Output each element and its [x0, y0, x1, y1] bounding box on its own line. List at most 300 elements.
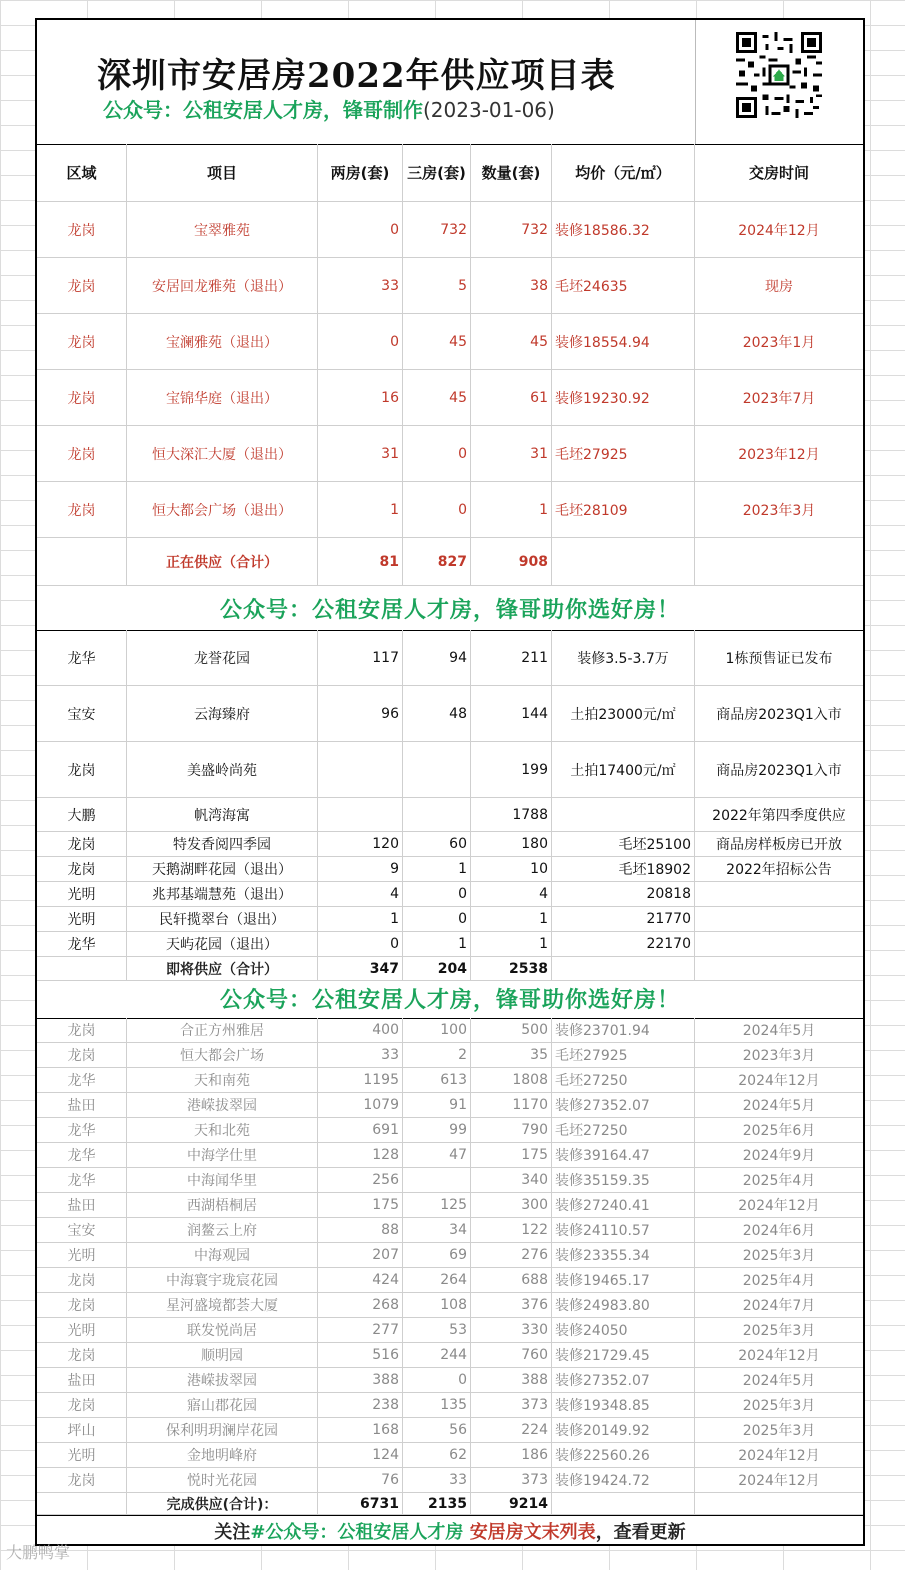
cell-three-room: 135 — [403, 1393, 471, 1417]
cell-region: 光明 — [37, 1443, 127, 1467]
cell-two-room: 0 — [318, 202, 403, 257]
table-row — [37, 1343, 863, 1368]
cell-region: 龙岗 — [37, 1343, 127, 1367]
cell-price: 装修19465.17 — [552, 1268, 695, 1292]
cell-project: 美盛岭尚苑 — [127, 742, 318, 797]
cell-delivery — [695, 1493, 863, 1514]
cell-three-room: 827 — [403, 538, 471, 585]
cell-count: 4 — [471, 882, 552, 906]
cell-delivery: 2023年3月 — [742, 1048, 816, 1064]
cell-count: 180 — [471, 832, 552, 856]
cell-two-room: 1079 — [318, 1093, 403, 1117]
cell-project: 恒大都会广场（退出） — [127, 482, 318, 537]
table-row — [37, 1168, 863, 1193]
cell-project: 西湖梧桐居 — [127, 1193, 318, 1217]
cell-project: 宝翠雅苑 — [127, 202, 318, 257]
cell-count: 61 — [471, 370, 552, 425]
cell-project: 即将供应（合计） — [127, 957, 318, 980]
cell-region: 龙岗 — [37, 742, 127, 797]
cell-delivery: 2025年3月 — [742, 1248, 816, 1264]
table-row — [37, 370, 863, 426]
cell-two-room: 16 — [318, 370, 403, 425]
cell-price: 装修39164.47 — [552, 1143, 695, 1167]
cell-count: 373 — [471, 1393, 552, 1417]
cell-count: 500 — [471, 1018, 552, 1042]
total-row — [37, 1493, 863, 1515]
cell-price: 装修22560.26 — [552, 1443, 695, 1467]
cell-project: 中海观园 — [127, 1243, 318, 1267]
cell-count: 790 — [471, 1118, 552, 1142]
table-row — [37, 1093, 863, 1118]
cell-project: 宝澜雅苑（退出） — [127, 314, 318, 369]
cell-delivery: 2025年3月 — [742, 1323, 816, 1339]
cell-count: 186 — [471, 1443, 552, 1467]
total-row — [37, 957, 863, 981]
cell-two-room: 424 — [318, 1268, 403, 1292]
subtitle-text: 公众号：公租安居人才房，锋哥制作 — [103, 98, 423, 122]
cell-two-room: 31 — [318, 426, 403, 481]
table-row — [37, 1143, 863, 1168]
cell-delivery: 2023年3月 — [742, 502, 816, 519]
cell-count: 340 — [471, 1168, 552, 1192]
cell-three-room: 1 — [403, 932, 471, 956]
cell-two-room: 33 — [318, 1043, 403, 1067]
cell-region — [37, 1493, 127, 1514]
cell-count: 38 — [471, 258, 552, 313]
cell-price: 装修27240.41 — [552, 1193, 695, 1217]
cell-region: 龙岗 — [37, 426, 127, 481]
footer-note — [37, 1516, 863, 1546]
cell-three-room: 2135 — [403, 1493, 471, 1514]
cell-price: 土拍17400元/㎡ — [552, 742, 695, 797]
cell-three-room: 48 — [403, 686, 471, 741]
table-row — [37, 907, 863, 932]
table-row — [37, 1268, 863, 1293]
cell-region: 龙岗 — [37, 1018, 127, 1042]
cell-region: 大鹏 — [37, 798, 127, 831]
cell-two-room: 277 — [318, 1318, 403, 1342]
cell-project: 恒大都会广场 — [127, 1043, 318, 1067]
cell-count: 732 — [471, 202, 552, 257]
table-row — [37, 1468, 863, 1493]
footer-part3: 安居房文末列表 — [469, 1522, 596, 1543]
cell-region: 龙岗 — [37, 482, 127, 537]
cell-price: 装修24110.57 — [552, 1218, 695, 1242]
table-row — [37, 630, 863, 686]
cell-region — [37, 957, 127, 980]
cell-delivery: 2024年12月 — [738, 222, 820, 239]
table-row — [37, 832, 863, 857]
cell-count: 31 — [471, 426, 552, 481]
cell-price: 装修21729.45 — [552, 1343, 695, 1367]
table-row — [37, 1043, 863, 1068]
cell-three-room: 0 — [403, 1368, 471, 1392]
cell-delivery: 2022年第四季度供应 — [712, 807, 846, 824]
cell-price: 土拍23000元/㎡ — [552, 686, 695, 741]
cell-three-room: 34 — [403, 1218, 471, 1242]
table-row — [37, 426, 863, 482]
cell-two-room: 168 — [318, 1418, 403, 1442]
cell-count: 45 — [471, 314, 552, 369]
table-row — [37, 1243, 863, 1268]
table-row — [37, 258, 863, 314]
cell-price: 装修23701.94 — [552, 1018, 695, 1042]
cell-region: 龙华 — [37, 1168, 127, 1192]
cell-count: 211 — [471, 630, 552, 685]
cell-delivery: 2024年12月 — [738, 1198, 820, 1214]
cell-count: 1788 — [471, 798, 552, 831]
cell-two-room: 347 — [318, 957, 403, 980]
cell-count: 144 — [471, 686, 552, 741]
cell-count: 760 — [471, 1343, 552, 1367]
cell-count: 376 — [471, 1293, 552, 1317]
cell-three-room: 100 — [403, 1018, 471, 1042]
table-row — [37, 1193, 863, 1218]
cell-delivery: 2023年12月 — [738, 446, 820, 463]
cell-price: 装修19348.85 — [552, 1393, 695, 1417]
cell-two-room: 207 — [318, 1243, 403, 1267]
cell-two-room: 120 — [318, 832, 403, 856]
cell-three-room: 53 — [403, 1318, 471, 1342]
table-row — [37, 1393, 863, 1418]
cell-delivery: 2025年3月 — [742, 1398, 816, 1414]
cell-three-room: 0 — [403, 882, 471, 906]
cell-project: 正在供应（合计） — [127, 538, 318, 585]
cell-two-room: 516 — [318, 1343, 403, 1367]
cell-price: 20818 — [552, 882, 695, 906]
cell-two-room: 256 — [318, 1168, 403, 1192]
cell-count: 1 — [471, 932, 552, 956]
cell-three-room: 56 — [403, 1418, 471, 1442]
cell-region: 光明 — [37, 907, 127, 931]
cell-count: 122 — [471, 1218, 552, 1242]
cell-price: 毛坯27925 — [552, 426, 695, 481]
cell-delivery: 现房 — [765, 278, 793, 295]
cell-three-room: 0 — [403, 907, 471, 931]
cell-region: 龙岗 — [37, 1043, 127, 1067]
cell-three-room — [403, 1168, 471, 1192]
cell-delivery — [695, 538, 863, 585]
cell-price: 装修23355.34 — [552, 1243, 695, 1267]
cell-price: 装修35159.35 — [552, 1168, 695, 1192]
cell-region: 盐田 — [37, 1193, 127, 1217]
subtitle-date: (2023-01-06) — [423, 98, 555, 122]
cell-project: 宝锦华庭（退出） — [127, 370, 318, 425]
table-header-area — [37, 20, 863, 145]
cell-delivery: 商品房2023Q1入市 — [716, 706, 842, 723]
subtitle — [103, 94, 555, 123]
cell-region: 龙岗 — [37, 314, 127, 369]
cell-delivery — [695, 907, 863, 931]
cell-delivery: 2024年5月 — [742, 1098, 816, 1114]
cell-two-room: 1195 — [318, 1068, 403, 1092]
cell-count: 276 — [471, 1243, 552, 1267]
cell-price: 21770 — [552, 907, 695, 931]
cell-project: 兆邦基端慧苑（退出） — [127, 882, 318, 906]
table-row — [37, 857, 863, 882]
cell-three-room: 45 — [403, 314, 471, 369]
cell-delivery: 商品房样板房已开放 — [716, 837, 842, 853]
footer-part2: #公众号：公租安居人才房 — [250, 1522, 464, 1543]
col-header-region: 区域 — [37, 144, 127, 201]
cell-two-room: 1 — [318, 482, 403, 537]
cell-three-room: 264 — [403, 1268, 471, 1292]
cell-three-room: 613 — [403, 1068, 471, 1092]
cell-project: 民轩揽翠台（退出） — [127, 907, 318, 931]
cell-three-room: 1 — [403, 857, 471, 881]
cell-count: 300 — [471, 1193, 552, 1217]
cell-count: 199 — [471, 742, 552, 797]
cell-project: 安居回龙雅苑（退出） — [127, 258, 318, 313]
cell-price: 22170 — [552, 932, 695, 956]
table-row — [37, 686, 863, 742]
cell-price: 毛坯28109 — [552, 482, 695, 537]
cell-three-room: 47 — [403, 1143, 471, 1167]
watermark: 大鹏鸭掌 — [6, 1543, 71, 1562]
cell-two-room: 0 — [318, 314, 403, 369]
cell-two-room: 0 — [318, 932, 403, 956]
table-row — [37, 202, 863, 258]
cell-three-room — [403, 798, 471, 831]
cell-two-room: 81 — [318, 538, 403, 585]
cell-project: 帆湾海寓 — [127, 798, 318, 831]
cell-delivery — [695, 882, 863, 906]
cell-region: 龙岗 — [37, 832, 127, 856]
cell-count: 224 — [471, 1418, 552, 1442]
col-header-count: 数量(套) — [471, 144, 552, 201]
table-row — [37, 1418, 863, 1443]
cell-project: 保利明玥澜岸花园 — [127, 1418, 318, 1442]
table-row — [37, 1368, 863, 1393]
cell-project: 联发悦尚居 — [127, 1318, 318, 1342]
cell-three-room: 60 — [403, 832, 471, 856]
cell-three-room: 94 — [403, 630, 471, 685]
cell-two-room: 268 — [318, 1293, 403, 1317]
footer-part1: 关注 — [214, 1522, 251, 1543]
cell-region: 龙华 — [37, 1143, 127, 1167]
cell-project: 恒大深汇大厦（退出） — [127, 426, 318, 481]
cell-three-room: 108 — [403, 1293, 471, 1317]
table-row — [37, 798, 863, 832]
cell-count: 2538 — [471, 957, 552, 980]
cell-price: 装修24050 — [552, 1318, 695, 1342]
page-title: 深圳市安居房2022年供应项目表 — [97, 56, 616, 96]
cell-region: 龙岗 — [37, 1393, 127, 1417]
cell-project: 顺明园 — [127, 1343, 318, 1367]
banner-2: 公众号：公租安居人才房，锋哥助你选好房！ — [219, 986, 680, 1013]
cell-price: 装修27352.07 — [552, 1368, 695, 1392]
cell-project: 特发香阅四季园 — [127, 832, 318, 856]
cell-project: 中海寰宇珑宸花园 — [127, 1268, 318, 1292]
cell-region: 龙岗 — [37, 202, 127, 257]
cell-project: 合正方州雅居 — [127, 1018, 318, 1042]
cell-region: 龙岗 — [37, 1268, 127, 1292]
cell-two-room: 6731 — [318, 1493, 403, 1514]
cell-three-room — [403, 742, 471, 797]
cell-two-room — [318, 798, 403, 831]
cell-delivery: 2024年12月 — [738, 1348, 820, 1364]
cell-project: 润鳌云上府 — [127, 1218, 318, 1242]
cell-three-room: 732 — [403, 202, 471, 257]
cell-two-room: 128 — [318, 1143, 403, 1167]
cell-price: 装修20149.92 — [552, 1418, 695, 1442]
cell-delivery: 2025年6月 — [742, 1123, 816, 1139]
cell-two-room: 238 — [318, 1393, 403, 1417]
cell-price: 装修19424.72 — [552, 1468, 695, 1492]
cell-three-room: 33 — [403, 1468, 471, 1492]
cell-project: 港嵘拔翠园 — [127, 1093, 318, 1117]
cell-two-room — [318, 742, 403, 797]
cell-three-room: 204 — [403, 957, 471, 980]
cell-count: 9214 — [471, 1493, 552, 1514]
cell-delivery — [695, 932, 863, 956]
cell-two-room: 9 — [318, 857, 403, 881]
cell-delivery — [695, 957, 863, 980]
cell-delivery: 2023年7月 — [742, 390, 816, 407]
table-row — [37, 1018, 863, 1043]
cell-region: 宝安 — [37, 1218, 127, 1242]
cell-count: 10 — [471, 857, 552, 881]
cell-project: 天和南苑 — [127, 1068, 318, 1092]
cell-delivery: 1栋预售证已发布 — [725, 650, 833, 667]
cell-two-room: 88 — [318, 1218, 403, 1242]
cell-three-room: 125 — [403, 1193, 471, 1217]
cell-two-room: 400 — [318, 1018, 403, 1042]
cell-count: 330 — [471, 1318, 552, 1342]
cell-price: 装修24983.80 — [552, 1293, 695, 1317]
cell-three-room: 5 — [403, 258, 471, 313]
table-row — [37, 1293, 863, 1318]
cell-price: 装修27352.07 — [552, 1093, 695, 1117]
cell-delivery: 2024年5月 — [742, 1373, 816, 1389]
cell-region: 龙岗 — [37, 1468, 127, 1492]
cell-project: 天屿花园（退出） — [127, 932, 318, 956]
cell-region: 坪山 — [37, 1418, 127, 1442]
qr-cell — [695, 20, 864, 144]
cell-delivery: 2022年招标公告 — [726, 862, 832, 878]
cell-three-room: 45 — [403, 370, 471, 425]
cell-count: 175 — [471, 1143, 552, 1167]
cell-three-room: 91 — [403, 1093, 471, 1117]
cell-delivery: 2024年12月 — [738, 1473, 820, 1489]
total-row — [37, 538, 863, 586]
cell-price: 装修18586.32 — [552, 202, 695, 257]
cell-two-room: 175 — [318, 1193, 403, 1217]
footer-part4: ，查看更新 — [595, 1522, 686, 1543]
cell-two-room: 96 — [318, 686, 403, 741]
cell-price — [552, 538, 695, 585]
col-header-delivery: 交房时间 — [748, 164, 809, 182]
cell-three-room: 2 — [403, 1043, 471, 1067]
cell-region: 龙岗 — [37, 258, 127, 313]
cell-price — [552, 1493, 695, 1514]
cell-count: 688 — [471, 1268, 552, 1292]
cell-project: 云海臻府 — [127, 686, 318, 741]
cell-price: 毛坯24635 — [552, 258, 695, 313]
cell-region: 龙岗 — [37, 1293, 127, 1317]
column-header-row — [37, 144, 863, 202]
cell-count: 373 — [471, 1468, 552, 1492]
spreadsheet-table — [35, 18, 865, 1546]
cell-price: 装修18554.94 — [552, 314, 695, 369]
cell-two-room: 33 — [318, 258, 403, 313]
cell-project: 天和北苑 — [127, 1118, 318, 1142]
cell-region: 龙华 — [37, 1118, 127, 1142]
cell-project: 悦时光花园 — [127, 1468, 318, 1492]
cell-region: 龙华 — [37, 1068, 127, 1092]
cell-project: 中海学仕里 — [127, 1143, 318, 1167]
cell-three-room: 62 — [403, 1443, 471, 1467]
cell-delivery: 2025年4月 — [742, 1273, 816, 1289]
cell-project: 星河盛境都荟大厦 — [127, 1293, 318, 1317]
cell-delivery: 2024年5月 — [742, 1023, 816, 1039]
cell-price — [552, 798, 695, 831]
table-row — [37, 1118, 863, 1143]
cell-two-room: 388 — [318, 1368, 403, 1392]
table-row — [37, 314, 863, 370]
table-row — [37, 1068, 863, 1093]
cell-project: 中海闻华里 — [127, 1168, 318, 1192]
cell-three-room: 244 — [403, 1343, 471, 1367]
table-row — [37, 1318, 863, 1343]
cell-region: 光明 — [37, 1243, 127, 1267]
cell-project: 天鹅湖畔花园（退出） — [127, 857, 318, 881]
cell-delivery: 商品房2023Q1入市 — [716, 762, 842, 779]
cell-delivery: 2023年1月 — [742, 334, 816, 351]
cell-price: 装修19230.92 — [552, 370, 695, 425]
cell-three-room: 0 — [403, 482, 471, 537]
cell-price: 毛坯27250 — [552, 1068, 695, 1092]
cell-project: 金地明峰府 — [127, 1443, 318, 1467]
col-header-three-room: 三房(套) — [403, 144, 471, 201]
table-row — [37, 932, 863, 957]
cell-two-room: 117 — [318, 630, 403, 685]
cell-three-room: 99 — [403, 1118, 471, 1142]
cell-project: 完成供应(合计)： — [127, 1493, 318, 1514]
cell-region: 龙华 — [37, 932, 127, 956]
cell-region: 宝安 — [37, 686, 127, 741]
cell-count: 908 — [471, 538, 552, 585]
cell-project: 龙誉花园 — [127, 630, 318, 685]
cell-price: 装修3.5-3.7万 — [552, 630, 695, 685]
cell-region: 盐田 — [37, 1368, 127, 1392]
cell-project: 港嵘拔翠园 — [127, 1368, 318, 1392]
qr-code-icon — [736, 32, 822, 118]
cell-delivery: 2025年3月 — [742, 1423, 816, 1439]
cell-delivery: 2025年4月 — [742, 1173, 816, 1189]
cell-price — [552, 957, 695, 980]
cell-two-room: 124 — [318, 1443, 403, 1467]
table-row — [37, 742, 863, 798]
cell-region: 龙岗 — [37, 857, 127, 881]
cell-region: 龙华 — [37, 630, 127, 685]
cell-price: 毛坯27250 — [552, 1118, 695, 1142]
cell-count: 388 — [471, 1368, 552, 1392]
cell-delivery: 2024年9月 — [742, 1148, 816, 1164]
cell-two-room: 4 — [318, 882, 403, 906]
cell-three-room: 0 — [403, 426, 471, 481]
cell-price: 毛坯27925 — [552, 1043, 695, 1067]
cell-count: 1170 — [471, 1093, 552, 1117]
col-header-price: 均价（元/㎡） — [552, 144, 695, 201]
cell-two-room: 1 — [318, 907, 403, 931]
cell-three-room: 69 — [403, 1243, 471, 1267]
table-row — [37, 482, 863, 538]
cell-count: 35 — [471, 1043, 552, 1067]
cell-region: 光明 — [37, 882, 127, 906]
col-header-project: 项目 — [127, 144, 318, 201]
cell-count: 1 — [471, 907, 552, 931]
